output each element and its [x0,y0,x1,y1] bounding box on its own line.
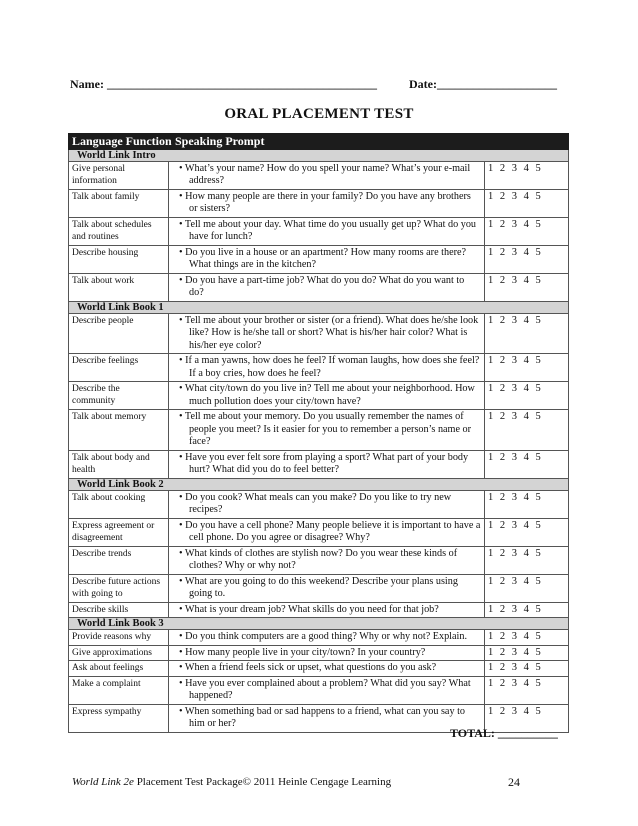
language-function-cell: Talk about memory [69,410,169,451]
table-row [69,410,569,451]
table-row [69,676,569,704]
language-function-cell: Give personal information [69,161,169,189]
speaking-prompt-cell [169,161,485,189]
speaking-prompt-cell [169,602,485,618]
section-row [69,149,569,161]
language-function-cell: Describe trends [69,546,169,574]
rating-scale-cell: 1 2 3 4 5 [485,645,569,661]
language-function-cell: Express sympathy [69,704,169,732]
rating-scale-cell: 1 2 3 4 5 [485,410,569,451]
date-field-label: Date:____________________ [409,77,557,91]
speaking-prompt-text: • What city/town do you live in? Tell me about your neighborhood. How much pollution does your city/town have? [179,383,475,407]
language-function-cell: Talk about body and health [69,450,169,478]
table-row [69,189,569,217]
rating-scale-cell: 1 2 3 4 5 [485,546,569,574]
table-row [69,161,569,189]
section-title: World Link Book 3 [69,618,569,630]
speaking-prompt-cell [169,676,485,704]
rating-scale-cell: 1 2 3 4 5 [485,630,569,646]
header-language-function: Language Function [72,134,172,148]
speaking-prompt-text: • Tell me about your day. What time do you usually get up? What do you have for lunch? [179,218,477,242]
speaking-prompt-text: • When something bad or sad happens to a friend, what can you say to him or her? [179,705,466,729]
speaking-prompt-text: • What’s your name? How do you spell your name? What’s your e-mail address? [179,162,471,186]
rating-scale-cell: 1 2 3 4 5 [485,704,569,732]
language-function-cell: Describe future actions with going to [69,574,169,602]
speaking-prompt-text: • Do you think computers are a good thing? Why or why not? Explain. [179,631,468,642]
language-function-cell: Describe housing [69,245,169,273]
speaking-prompt-text: • Have you ever complained about a problem? What did you say? What happened? [179,677,471,701]
speaking-prompt-text: • How many people are there in your family? Do you have any brothers or sisters? [179,190,471,214]
language-function-cell: Describe skills [69,602,169,618]
footer-credit [72,776,391,788]
table-row [69,645,569,661]
speaking-prompt-cell [169,450,485,478]
rating-scale-cell: 1 2 3 4 5 [485,382,569,410]
table-row [69,630,569,646]
name-field-label: Name: _____________________________________________ [70,77,377,91]
speaking-prompt-text: • Do you have a cell phone? Many people believe it is important to have a cell phone. Do you agree or disagree? Why? [179,519,481,543]
section-title: World Link Book 1 [69,301,569,313]
rating-scale-cell: 1 2 3 4 5 [485,245,569,273]
speaking-prompt-text: • Tell me about your memory. Do you usually remember the names of people you meet? Is it easier for you to remember a person’s name or face? [179,411,472,447]
language-function-cell: Describe the community [69,382,169,410]
speaking-prompt-cell [169,189,485,217]
speaking-prompt-cell [169,217,485,245]
page-number: 24 [508,775,520,789]
speaking-prompt-cell [169,410,485,451]
language-function-cell: Talk about family [69,189,169,217]
table-header [69,134,569,150]
speaking-prompt-cell [169,546,485,574]
table-row [69,450,569,478]
speaking-prompt-cell [169,704,485,732]
speaking-prompt-text: • What is your dream job? What skills do you need for that job? [179,603,439,615]
speaking-prompt-text: • How many people live in your city/town? In your country? [179,646,426,658]
section-row [69,478,569,490]
table-row [69,273,569,301]
table-row [69,490,569,518]
speaking-prompt-cell [169,354,485,382]
speaking-prompt-text: • Do you cook? What meals can you make? Do you like to try new recipes? [179,491,452,515]
header-speaking-prompt: Speaking Prompt [175,134,265,148]
table-row [69,661,569,677]
section-title: World Link Intro [69,149,569,161]
section-row [69,301,569,313]
table-row [69,382,569,410]
section-row [69,618,569,630]
footer-text: Placement Test Package© 2011 Heinle Cengage Learning [133,776,392,788]
speaking-prompt-cell [169,245,485,273]
total-label: TOTAL: __________ [450,726,558,740]
language-function-cell: Talk about cooking [69,490,169,518]
speaking-prompt-cell [169,661,485,677]
speaking-prompt-text: • When a friend feels sick or upset, what questions do you ask? [179,662,437,673]
speaking-prompt-cell [169,630,485,646]
rating-scale-cell: 1 2 3 4 5 [485,490,569,518]
rating-scale-cell: 1 2 3 4 5 [485,450,569,478]
rating-scale-cell: 1 2 3 4 5 [485,602,569,618]
speaking-prompt-cell [169,273,485,301]
table-row [69,245,569,273]
language-function-cell: Ask about feelings [69,661,169,677]
table-row [69,518,569,546]
rating-scale-cell: 1 2 3 4 5 [485,313,569,354]
speaking-prompt-cell [169,313,485,354]
language-function-cell: Express agreement or disagreement [69,518,169,546]
rating-scale-cell: 1 2 3 4 5 [485,273,569,301]
table-row [69,354,569,382]
speaking-prompt-cell [169,490,485,518]
language-function-cell: Talk about work [69,273,169,301]
table-row [69,602,569,618]
speaking-prompt-text: • Do you live in a house or an apartment? How many rooms are there? What things are in the kitchen? [179,246,467,270]
language-function-cell: Describe feelings [69,354,169,382]
language-function-cell: Talk about schedules and routines [69,217,169,245]
page-title: ORAL PLACEMENT TEST [224,106,414,122]
rating-scale-cell: 1 2 3 4 5 [485,189,569,217]
speaking-prompt-cell [169,645,485,661]
language-function-cell: Give approximations [69,645,169,661]
table-row [69,313,569,354]
speaking-prompt-text: • What kinds of clothes are stylish now? Do you wear these kinds of clothes? Why or why not? [179,547,458,571]
table-row [69,574,569,602]
section-title: World Link Book 2 [69,478,569,490]
rating-scale-cell: 1 2 3 4 5 [485,217,569,245]
rating-scale-cell: 1 2 3 4 5 [485,161,569,189]
rating-scale-cell: 1 2 3 4 5 [485,354,569,382]
rating-scale-cell: 1 2 3 4 5 [485,518,569,546]
table-row [69,217,569,245]
speaking-prompt-text: • Tell me about your brother or sister (or a friend). What does he/she look like? How is he/she tall or short? What is his/her hair color? What is his/her eye color? [179,314,479,351]
speaking-prompt-text: • What are you going to do this weekend? Describe your plans using going to. [179,575,458,599]
speaking-prompt-text: • Do you have a part-time job? What do you do? What do you want to do? [179,274,465,298]
table-row [69,546,569,574]
rating-scale-cell: 1 2 3 4 5 [485,661,569,677]
footer-book-title: World Link 2e [72,776,134,788]
speaking-prompt-text: • If a man yawns, how does he feel? If woman laughs, how does she feel? If a boy cries, how does he feel? [179,355,480,379]
placement-test-table [68,133,569,733]
speaking-prompt-text: • Have you ever felt sore from playing a sport? What part of your body hurt? What did you do to feel better? [179,451,469,475]
speaking-prompt-cell [169,382,485,410]
rating-scale-cell: 1 2 3 4 5 [485,676,569,704]
table-header-row [69,134,569,150]
language-function-cell: Describe people [69,313,169,354]
rating-scale-cell: 1 2 3 4 5 [485,574,569,602]
language-function-cell: Make a complaint [69,676,169,704]
speaking-prompt-cell [169,518,485,546]
language-function-cell: Provide reasons why [69,630,169,646]
speaking-prompt-cell [169,574,485,602]
